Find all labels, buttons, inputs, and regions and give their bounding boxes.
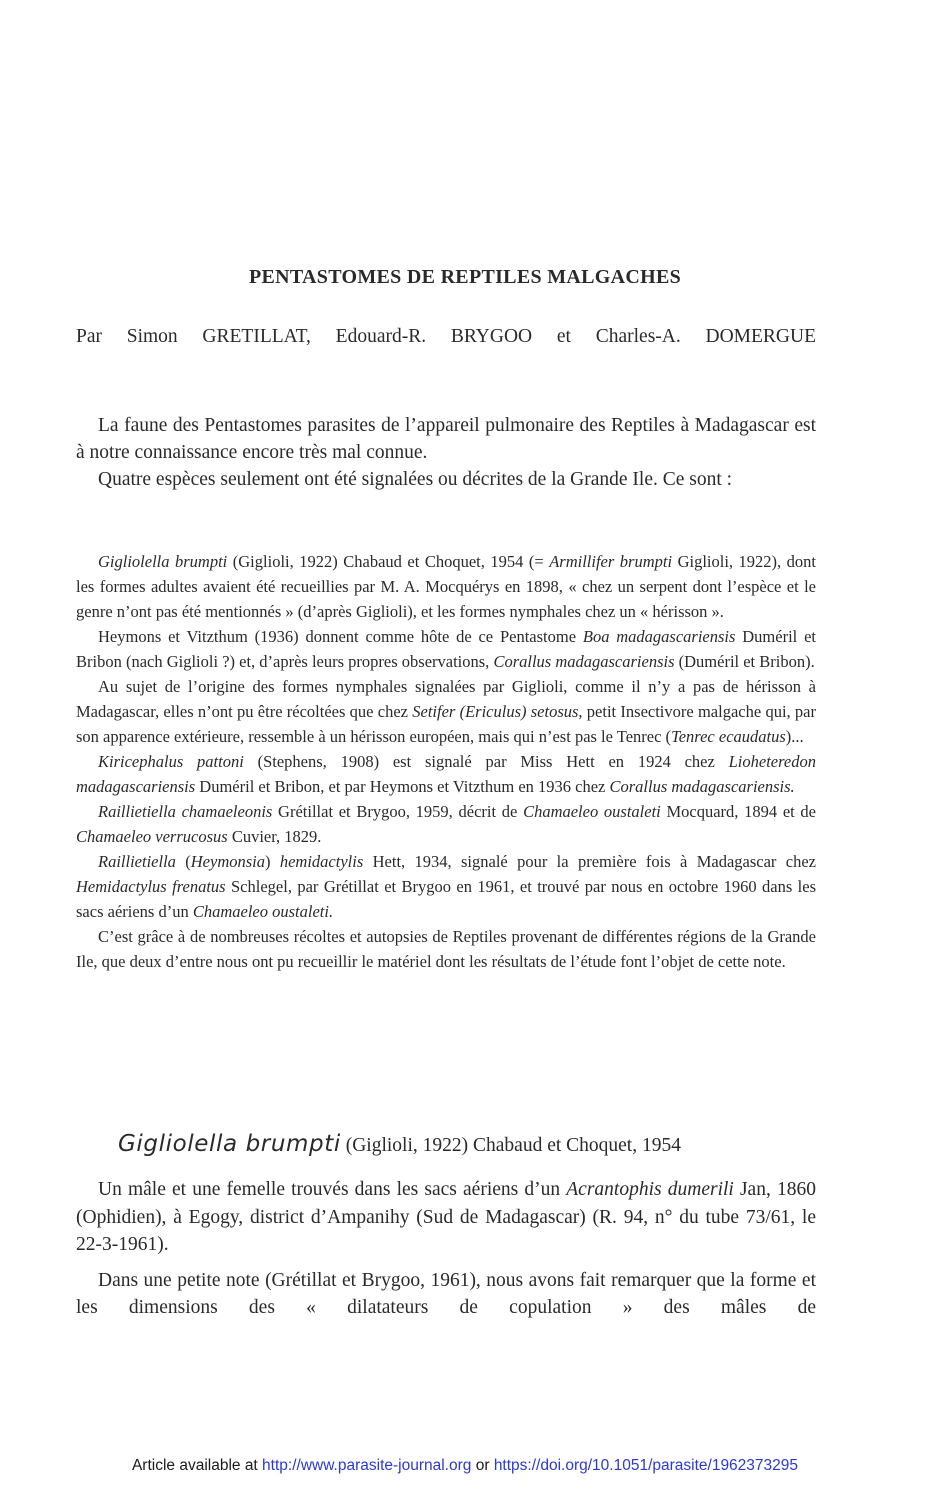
species-paragraph: Heymons et Vitzthum (1936) donnent comme hôte de ce Pentastome Boa madagascariensis Duméril et Bribon (nach Giglioli ?) et, d’après leurs propres observations, Corallus madagascariensis (Duméril et Bribon). [76,627,816,671]
species-paragraph: Au sujet de l’origine des formes nymphales signalées par Giglioli, comme il n’y a pas de hérisson à Madagascar, elles n’ont pu être récoltées que chez Setifer (Ericulus) setosus, petit Insectivore malgache qui, par son apparence extérieure, ressemble à un hérisson européen, mais qui n’est pas le Tenrec (Tenrec ecaudatus)... [76,677,816,746]
species-name: hemidactylis [279,852,364,871]
species-name: Heymonsia [190,852,265,871]
species-name: Lioheteredon madagascariensis [76,752,816,796]
species-name: Chamaeleo verrucosus [76,827,228,846]
journal-link[interactable]: http://www.parasite-journal.org [262,1457,472,1474]
species-paragraph: Raillietiella chamaeleonis Grétillat et Brygoo, 1959, décrit de Chamaeleo oustaleti Mocquard, 1894 et de Chamaeleo verrucosus Cuvier, 1829. [76,802,817,846]
section-authority: (Giglioli, 1922) Chabaud et Choquet, 1954 [340,1135,681,1156]
species-name: Setifer (Ericulus) setosus, [412,702,583,721]
body-paragraph: Un mâle et une femelle trouvés dans les sacs aériens d’un Acrantophis dumerili Jan, 1860 (Ophidien), à Egogy, district d’Ampanihy (Sud de Madagascar) (R. 94, n° du tube 73/61, le 22-3-1961). [76,1179,816,1255]
species-name: Tenrec ecaudatus [671,727,786,746]
intro-section [76,412,816,493]
body-paragraph: Dans une petite note (Grétillat et Brygoo, 1961), nous avons fait remarquer que la forme et les dimensions des « dilatateurs de copulation » des mâles de [76,1269,816,1318]
species-paragraph: Raillietiella (Heymonsia) hemidactylis Hett, 1934, signalé pour la première fois à Madagascar chez Hemidactylus frenatus Schlegel, par Grétillat et Brygoo en 1961, et trouvé par nous en octobre 1960 dans les sacs aériens d’un Chamaeleo oustaleti. [76,852,817,921]
section-species-name: Gigliolella brumpti [118,1131,341,1157]
species-name: Raillietiella chamaeleonis [98,802,273,821]
species-name: Kiricephalus pattoni [98,752,244,771]
section-body [76,1176,816,1322]
species-name: Corallus madagascariensis. [609,777,795,796]
species-name: Corallus madagascariensis [493,652,675,671]
species-paragraph: Kiricephalus pattoni (Stephens, 1908) est signalé par Miss Hett en 1924 chez Lioheteredon madagascariensis Duméril et Bribon, et par Heymons et Vitzthum en 1936 chez Corallus madagascariensis. [76,752,816,796]
species-name: Chamaeleo oustaleti. [192,902,334,921]
article-title: PENTASTOMES DE REPTILES MALGACHES [248,266,682,288]
intro-paragraph: Quatre espèces seulement ont été signalées ou décrites de la Grande Ile. Ce sont : [98,469,733,490]
species-name: Gigliolella brumpti [98,552,228,571]
species-name: Chamaeleo oustaleti [523,802,661,821]
author-line: Par Simon GRETILLAT, Edouard-R. BRYGOO et Charles-A. DOMERGUE [76,326,816,347]
doi-link[interactable]: https://doi.org/10.1051/parasite/1962373295 [493,1457,799,1474]
species-list [76,549,816,974]
species-name: Raillietiella [98,852,176,871]
species-name: Acrantophis dumerili [566,1179,734,1200]
species-name: Hemidactylus frenatus [76,877,226,896]
footer: Article available at http://www.parasite-journal.org or https://doi.org/10.1051/parasite/1962373295 [131,1457,799,1474]
species-paragraph: C’est grâce à de nombreuses récoltes et autopsies de Reptiles provenant de différentes régions de la Grande Ile, que deux d’entre nous ont pu recueillir le matériel dont les résultats de l’étude font l’objet de cette note. [76,927,816,971]
species-paragraph: Gigliolella brumpti (Giglioli, 1922) Chabaud et Choquet, 1954 (= Armillifer brumpti Giglioli, 1922), dont les formes adultes avaient été recueillies par M. A. Mocquérys en 1898, « chez un serpent dont l’espèce et le genre n’ont pas été mentionnés » (d’après Giglioli), et les formes nymphales chez un « hérisson ». [76,552,817,621]
intro-paragraph: La faune des Pentastomes parasites de l’appareil pulmonaire des Reptiles à Madagascar est à notre connaissance encore très mal connue. [76,415,816,463]
species-name: Armillifer brumpti [549,552,673,571]
species-name: Boa madagascariensis [582,627,736,646]
section-heading [118,1131,681,1157]
